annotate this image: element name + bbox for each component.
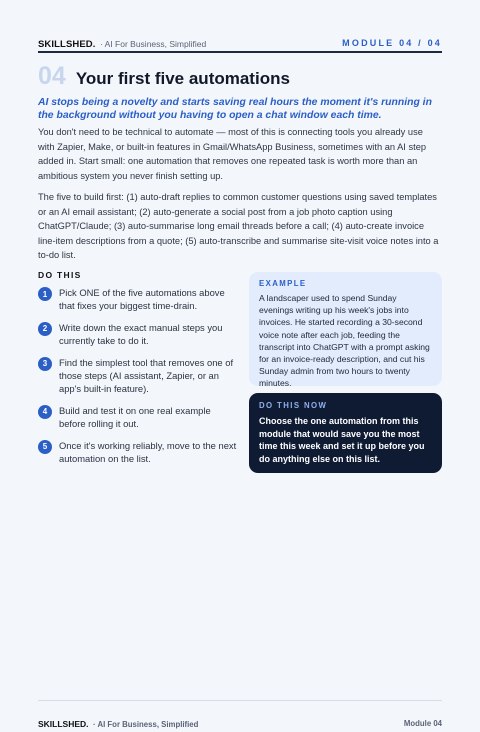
example-body: A landscaper used to spend Sunday evenings writing up his week's jobs into invoices. He started recording a 30-second voice note after each job, feeding the transcript into ChatGPT with a prompt asking for an invoice-ready description, and cut his Sunday admin from two hours to twenty minutes. xyxy=(259,293,430,389)
step-text: Pick ONE of the five automations above that fixes your biggest time-drain. xyxy=(59,287,225,312)
step-text: Once it's working reliably, move to the next automation on the list. xyxy=(59,439,237,465)
brand-tagline: · AI For Business, Simplified xyxy=(99,39,207,49)
step-text: Find the simplest tool that removes one of those steps (AI assistant, Zapier, or an app's built-in feature). xyxy=(59,356,234,395)
section-title-row xyxy=(38,62,290,91)
footer-tagline: · AI For Business, Simplified xyxy=(92,720,199,729)
do-now-heading: DO THIS NOW xyxy=(259,401,328,410)
page-title: Your first five automations xyxy=(75,69,290,88)
list-item xyxy=(38,286,238,312)
page-header xyxy=(38,34,442,52)
do-this-heading: DO THIS xyxy=(38,270,82,280)
list-item xyxy=(38,356,238,396)
list-item xyxy=(38,404,238,430)
step-number-badge: 3 xyxy=(38,357,52,371)
step-text: Build and test it on one real example before rolling it out. xyxy=(59,404,211,430)
step-number-badge: 2 xyxy=(38,322,52,336)
footer-brand: SKILLSHED. xyxy=(38,719,89,729)
header-brand-group xyxy=(38,34,206,52)
brand-logo-text: SKILLSHED. xyxy=(38,39,96,50)
lead-paragraph: AI stops being a novelty and starts saving real hours the moment it's running in the background without you having to open a chat window each time. xyxy=(38,97,432,121)
step-text: Write down the exact manual steps you currently take to do it. xyxy=(59,321,223,347)
do-now-body: Choose the one automation from this module that would save you the most time this week and set it up before you do anything else on this list. xyxy=(259,416,425,465)
body-paragraph-2: The five to build first: (1) auto-draft replies to common customer questions using saved templates or an AI email assistant; (2) auto-generate a social post from a job photo caption using ChatGPT/Claude; (3) auto-summarise long email threads before a call; (4) auto-create invoice line-item descriptions from a quote; (5) auto-transcribe and summarise site-visit voice notes into a to-do list. xyxy=(38,192,439,261)
step-number-badge: 4 xyxy=(38,405,52,419)
step-number-badge: 1 xyxy=(38,287,52,301)
do-now-callout xyxy=(249,393,442,473)
footer-page-label: Module 04 xyxy=(403,718,442,728)
footer-divider xyxy=(38,700,442,701)
footer-brand-group xyxy=(38,714,198,732)
page xyxy=(38,0,442,729)
header-divider xyxy=(38,51,442,53)
body-paragraph-1: You don't need to be technical to automate — most of this is connecting tools you already use with Zapier, Make, or built-in features in Gmail/WhatsApp Business, sometimes with an AI step added in. Start small: one automation that removes one repeated task is worth more than an ambitious system you never finish setting up. xyxy=(38,127,427,181)
page-footer xyxy=(38,714,442,732)
module-indicator: MODULE 04 / 04 xyxy=(342,38,442,48)
steps-list xyxy=(38,286,238,474)
section-number: 04 xyxy=(38,62,66,90)
step-number-badge: 5 xyxy=(38,440,52,454)
example-callout xyxy=(249,272,442,389)
list-item xyxy=(38,321,238,347)
example-heading: EXAMPLE xyxy=(259,279,307,288)
list-item xyxy=(38,439,238,465)
